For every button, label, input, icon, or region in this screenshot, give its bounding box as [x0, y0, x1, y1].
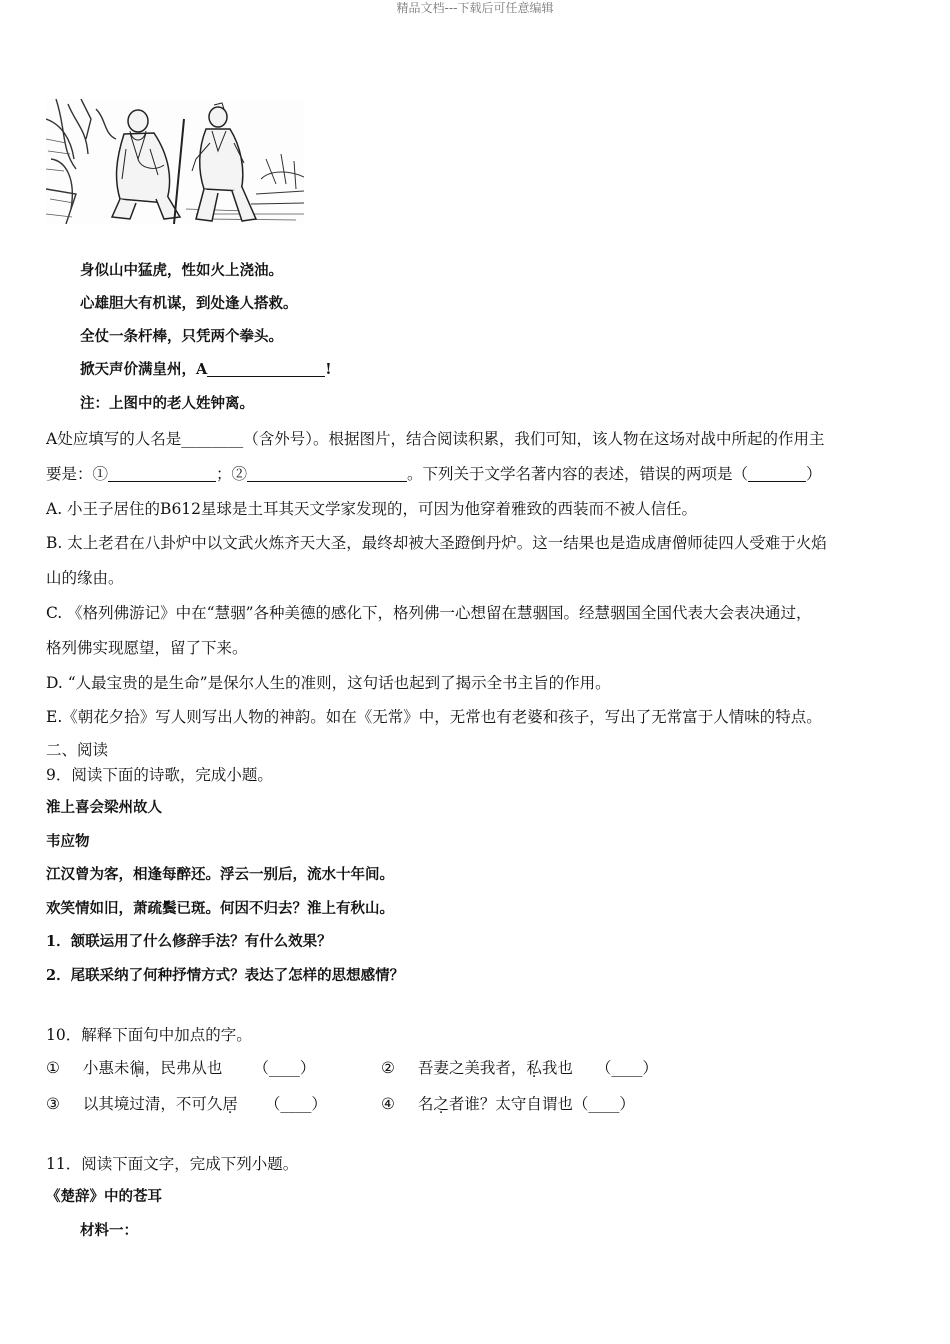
q9-poem-author: 韦应物	[46, 833, 90, 850]
poem-line-4	[80, 359, 332, 381]
q10-item-2-dotted: 私	[526, 1059, 542, 1077]
illustration-two-figures	[46, 99, 304, 224]
q8-option-a: A. 小王子居住的B612星球是土耳其天文学家发现的，可因为他穿着雅致的西装而不被人信任。	[46, 500, 698, 518]
poem-line-3: 全仗一条杆棒，只凭两个拳头。	[80, 328, 283, 345]
q10-item-3-pre: 以其境过清，不可久	[82, 1095, 223, 1113]
q10-stem: 10．解释下面句中加点的字。	[46, 1026, 252, 1044]
q8-stem-part-a: 要是：①	[46, 465, 109, 483]
poem-note: 注：上图中的老人姓钟离。	[80, 395, 254, 412]
q11-stem: 11．阅读下面文字，完成下列小题。	[46, 1155, 299, 1173]
answer-blank-2[interactable]	[247, 465, 407, 482]
q9-poem-line1: 江汉曾为客，相逢每醉还。浮云一别后，流水十年间。	[46, 866, 394, 883]
q10-item-1-num: ①	[46, 1059, 60, 1077]
answer-blank-1[interactable]	[108, 465, 216, 482]
q8-stem-part-d: ）	[806, 465, 822, 483]
q8-stem-line2	[46, 463, 822, 485]
q8-stem-part-b: ；②	[216, 465, 248, 483]
q10-item-3	[46, 1093, 327, 1115]
q10-item-3-dotted: 居	[222, 1095, 238, 1113]
q10-item-4-answer[interactable]: （____）	[572, 1095, 635, 1113]
q10-item-2	[381, 1057, 658, 1079]
q8-option-c-line1: C. 《格列佛游记》中在“慧骃”各种美德的感化下，格列佛一心想留在慧骃国。经慧骃国全国代表大会表决通过，	[46, 604, 812, 622]
q8-stem-part-c: 。下列关于文学名著内容的表述，错误的两项是（	[407, 465, 749, 483]
q10-item-1-dotted: 徧	[129, 1059, 145, 1077]
q8-option-d: D. “人最宝贵的是生命”是保尔人生的准则，这句话也起到了揭示全书主旨的作用。	[46, 674, 611, 692]
q10-item-4	[381, 1093, 635, 1115]
q10-item-3-num: ③	[46, 1095, 60, 1113]
q10-item-4-num: ④	[381, 1095, 395, 1113]
q8-option-e: E.《朝花夕拾》写人则写出人物的神韵。如在《无常》中，无常也有老婆和孩子，写出了无常富于人情味的特点。	[46, 708, 822, 726]
q10-item-4-post: 者谁？太守自谓也	[448, 1095, 573, 1113]
poem-line-4-text: 掀天声价满皇州，A	[80, 361, 208, 378]
answer-blank-choice[interactable]	[748, 465, 806, 482]
q10-item-2-answer[interactable]: （____）	[595, 1059, 658, 1077]
q8-option-c-line2: 格列佛实现愿望，留了下来。	[46, 639, 248, 657]
q10-item-1-post: ，民弗从也	[144, 1059, 223, 1077]
answer-blank-a[interactable]	[207, 360, 325, 377]
q10-item-2-post: 我也	[541, 1059, 573, 1077]
q10-item-1-answer[interactable]: （____）	[253, 1059, 316, 1077]
q9-subquestion-2: 2．尾联采纳了何种抒情方式？表达了怎样的思想感情？	[46, 967, 405, 984]
q11-title: 《楚辞》中的苍耳	[46, 1188, 162, 1205]
q8-stem-line1: A处应填写的人名是________（含外号）。根据图片，结合阅读积累，我们可知，该人物在这场对战中所起的作用主	[46, 430, 825, 448]
q9-subquestion-1: 1．颔联运用了什么修辞手法？有什么效果？	[46, 933, 332, 950]
q10-item-1-pre: 小惠未	[82, 1059, 130, 1077]
q9-poem-title: 淮上喜会梁州故人	[46, 799, 162, 816]
q9-poem-line2: 欢笑情如旧，萧疏鬓已斑。何因不归去？淮上有秋山。	[46, 900, 394, 917]
section-title-reading: 二、阅读	[46, 741, 109, 759]
q10-item-4-pre: 名	[417, 1095, 434, 1113]
q9-stem: 9．阅读下面的诗歌，完成小题。	[46, 766, 273, 784]
q8-option-b-line2: 山的缘由。	[46, 569, 124, 587]
watermark-header: 精品文档---下载后可任意编辑	[396, 1, 554, 15]
q10-item-2-pre: 吾妻之美我者，	[417, 1059, 527, 1077]
poem-line-2: 心雄胆大有机谋，到处逢人搭救。	[80, 295, 298, 312]
q10-item-4-dotted: 之	[433, 1095, 449, 1113]
poem-line-4-end: !	[325, 361, 332, 378]
q10-item-1	[46, 1057, 315, 1079]
q10-item-2-num: ②	[381, 1059, 395, 1077]
poem-line-1: 身似山中猛虎，性如火上浇油。	[80, 262, 283, 279]
q10-item-3-answer[interactable]: （____）	[264, 1095, 327, 1113]
q11-material-label: 材料一：	[80, 1222, 138, 1239]
q8-option-b-line1: B. 太上老君在八卦炉中以文武火炼齐天大圣，最终却被大圣蹬倒丹炉。这一结果也是造成唐僧师徒四人受难于火焰	[46, 534, 827, 552]
